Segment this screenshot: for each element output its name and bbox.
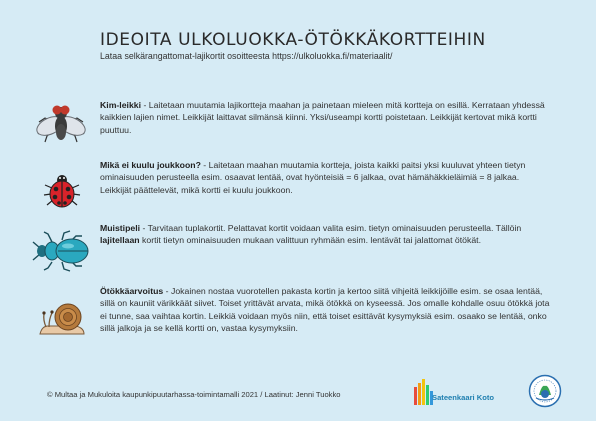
rainbow-logo-icon xyxy=(413,377,433,407)
section-kim-leikki xyxy=(100,99,552,136)
fly-icon xyxy=(33,96,89,144)
section-heading: Mikä ei kuulu joukkoon? xyxy=(100,160,201,170)
section-muistipeli xyxy=(100,222,552,247)
section-bold-word: lajitellaan xyxy=(100,235,140,246)
logo-text: Sateenkaari Koto xyxy=(432,393,495,402)
section-heading: Kim-leikki xyxy=(100,100,142,110)
emblem-logo-icon xyxy=(528,374,562,408)
section-text-before: - Tarvitaan tuplakortit. Pelattavat kortit voidaan valita esim. tietyn ominaisuuden perusteella. Tällöin xyxy=(140,223,522,233)
section-heading: Ötökkäarvoitus xyxy=(100,286,164,296)
page-subtitle: Lataa selkärangattomat-lajikortit osoitteesta https://ulkoluokka.fi/materiaalit/ xyxy=(100,51,393,61)
section-text-after: kortit tietyn ominaisuuden mukaan valittuun ryhmään esim. lentävät tai jalattomat ötökät. xyxy=(139,235,482,246)
section-text: - Laitetaan muutamia lajikortteja maahan ja painetaan mieleen mitä kortteja on esillä. Kerrataan yhdessä kaikkien lajien nimet. Leikkijät laittavat silmänsä kiinni. Yksi/useampi kortti poistetaan. Leikkijät kertovat mikä kortti puuttuu. xyxy=(100,100,545,135)
section-heading: Muistipeli xyxy=(100,223,141,233)
section-text: - Laitetaan maahan muutamia kortteja, joista kaikki paitsi yksi kuuluvat yhteen tietyn ominaisuuden perusteella esim. osaavat lentää, ovat hyönteisiä = 6 jalkaa, ovat hämähäkkieläimiä = 8 jalkaa. Leikkijät päättelevät, mikä kortti ei kuulu joukkoon. xyxy=(100,160,526,195)
snail-icon xyxy=(36,300,88,338)
page-title: IDEOITA ULKOLUOKKA-ÖTÖKKÄKORTTEIHIN xyxy=(100,30,486,50)
beetle-icon xyxy=(30,230,94,272)
ladybug-icon xyxy=(42,170,82,210)
footer-credit: © Multaa ja Mukuloita kaupunkipuutarhassa-toimintamalli 2021 / Laatinut: Jenni Tuokko xyxy=(47,390,341,399)
section-otokkaarvoitus xyxy=(100,285,552,335)
section-mika-ei-kuulu xyxy=(100,159,552,196)
section-text: - Jokainen nostaa vuorotellen pakasta kortin ja kertoo siitä vihjeitä leikkijöille esim. se osaa lentää, sillä on kauniit värikkäät siivet. Toiset yrittävät arvata, mikä ötökkä on kyseessä. Jos omalle kohdalle osuu ötökkä jota ei tunne, saa vaihtaa kortin. Leikkiä voidaan myös niin, että toiset esittävät kysymyksiä esim. osaako se lentää, onko sillä jalkoja ja se kellä kortti on, vastaa kysymyksiin. xyxy=(100,286,550,334)
